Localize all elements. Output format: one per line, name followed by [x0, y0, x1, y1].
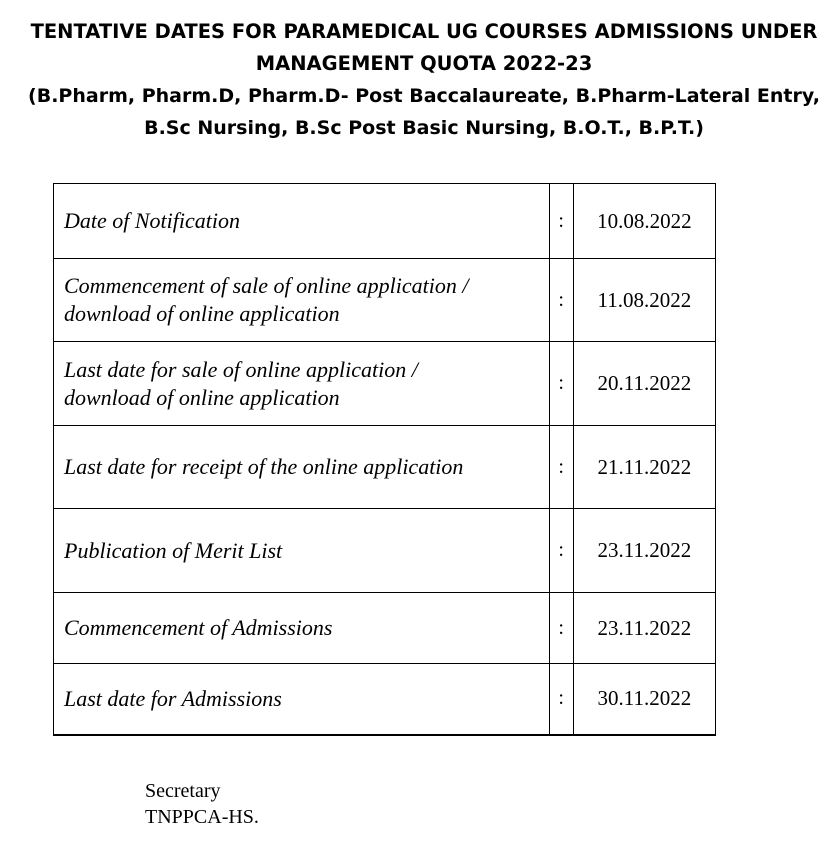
document-heading: [20, 16, 828, 144]
schedule-row: [54, 664, 716, 735]
schedule-event: [54, 184, 550, 259]
schedule-date: 30.11.2022: [573, 664, 715, 735]
schedule-separator: :: [549, 664, 573, 735]
event-line: Last date for sale of online application /: [64, 356, 418, 382]
schedule-row: [54, 509, 716, 593]
event-line: Commencement of sale of online application /: [64, 273, 469, 298]
schedule-event: [54, 593, 550, 664]
event-line: download of online application: [64, 301, 340, 326]
schedule-separator: :: [549, 184, 573, 259]
schedule-separator: :: [549, 342, 573, 426]
heading-line-3: (B.Pharm, Pharm.D, Pharm.D- Post Baccalaureate, B.Pharm-Lateral Entry,: [28, 85, 820, 107]
schedule-event: [54, 259, 550, 342]
schedule-row: [54, 259, 716, 342]
event-line: Last date for Admissions: [64, 685, 282, 711]
schedule-date: 11.08.2022: [573, 259, 715, 342]
event-line: Commencement of Admissions: [64, 615, 333, 640]
signatory-title: Secretary: [145, 780, 221, 802]
schedule-event: [54, 426, 550, 509]
signatory-organization: TNPPCA-HS.: [145, 806, 259, 828]
schedule-separator: :: [549, 426, 573, 509]
schedule-separator: :: [549, 593, 573, 664]
admission-schedule-table: [53, 183, 716, 736]
event-line: download of online application: [64, 384, 340, 410]
heading-line-4: B.Sc Nursing, B.Sc Post Basic Nursing, B.O.T., B.P.T.): [144, 117, 704, 139]
schedule-date: 23.11.2022: [573, 593, 715, 664]
schedule-date: 10.08.2022: [573, 184, 715, 259]
schedule-row: [54, 426, 716, 509]
schedule-row: [54, 342, 716, 426]
schedule-row: [54, 593, 716, 664]
schedule-event: [54, 342, 550, 426]
schedule-row: [54, 184, 716, 259]
signature-block: [145, 778, 259, 830]
heading-line-2: MANAGEMENT QUOTA 2022-23: [255, 52, 593, 75]
heading-line-1: TENTATIVE DATES FOR PARAMEDICAL UG COURSES ADMISSIONS UNDER: [30, 20, 818, 43]
schedule-separator: :: [549, 259, 573, 342]
schedule-date: 23.11.2022: [573, 509, 715, 593]
event-line: Publication of Merit List: [64, 537, 283, 563]
schedule-date: 21.11.2022: [573, 426, 715, 509]
schedule-event: [54, 509, 550, 593]
event-line: Date of Notification: [64, 208, 240, 233]
schedule-separator: :: [549, 509, 573, 593]
schedule-date: 20.11.2022: [573, 342, 715, 426]
event-line: Last date for receipt of the online application: [64, 454, 464, 479]
schedule-event: [54, 664, 550, 735]
